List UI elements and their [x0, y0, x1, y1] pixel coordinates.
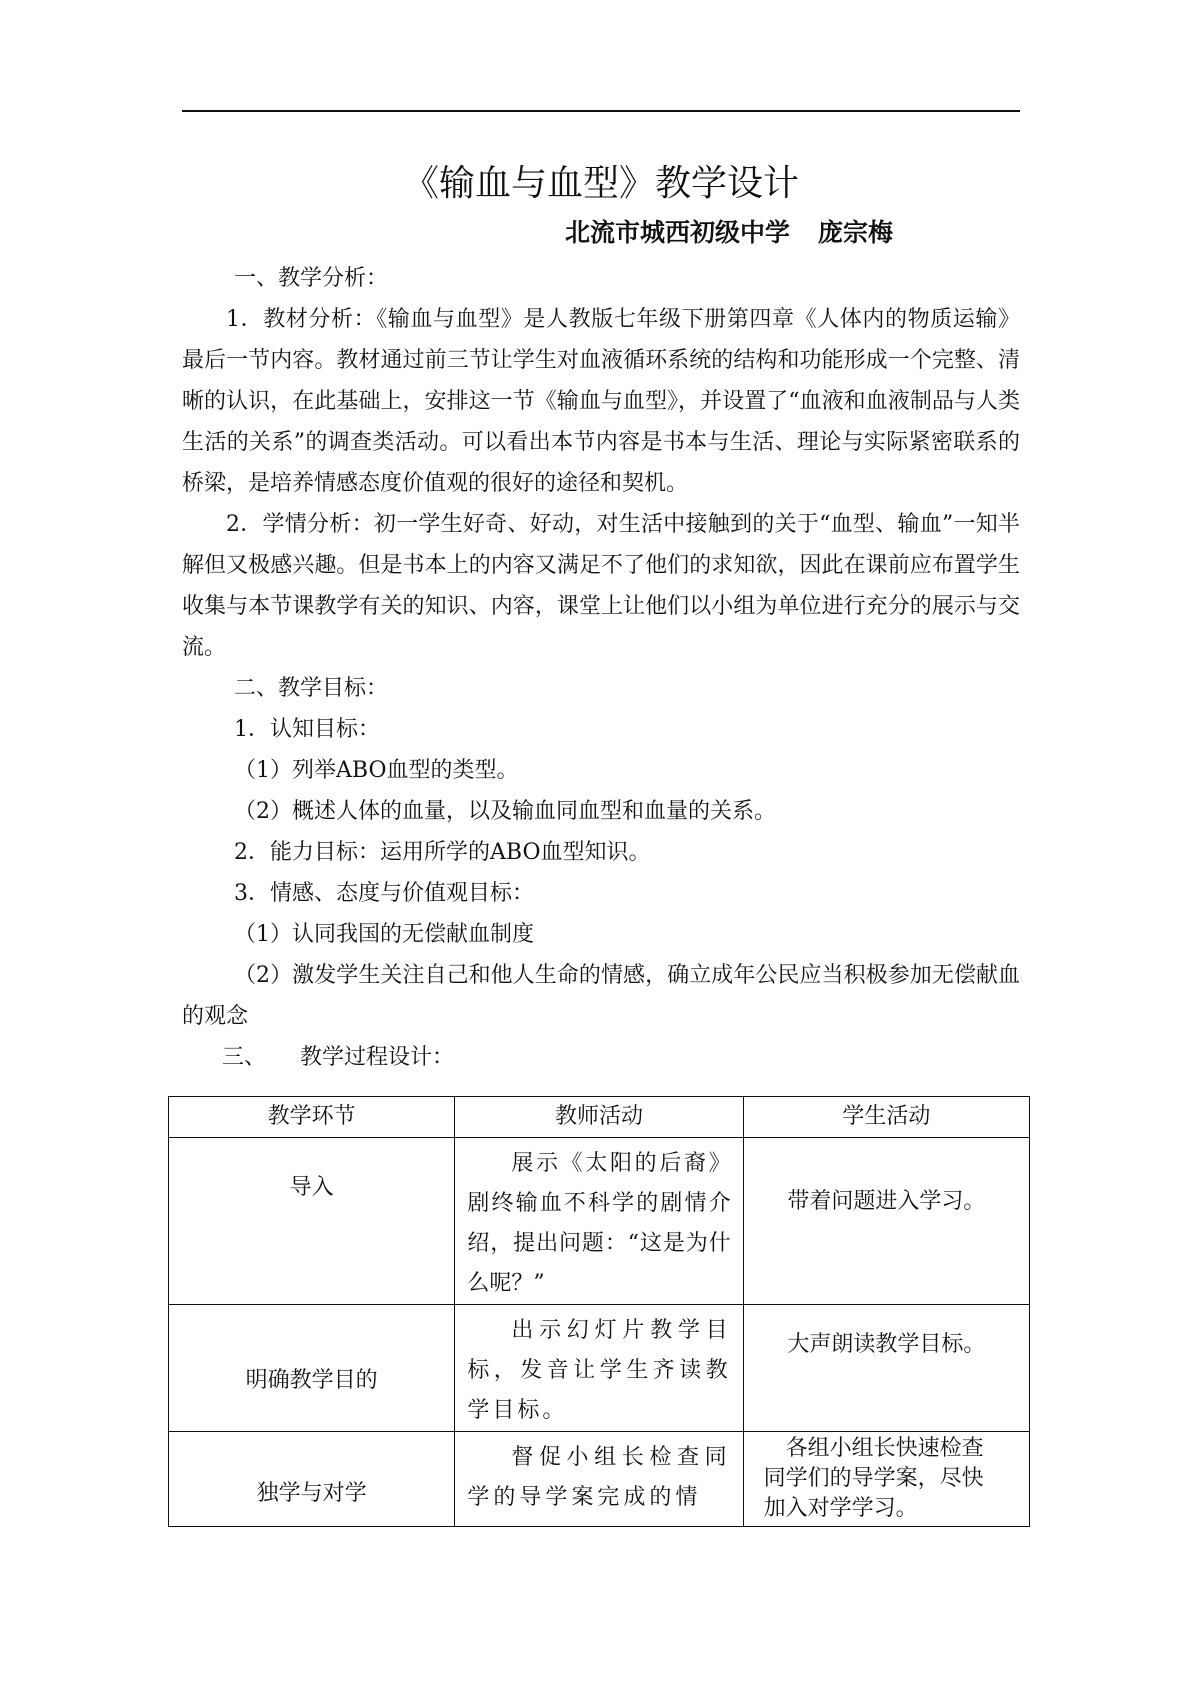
- table-row: [169, 1138, 1030, 1305]
- list-item: （2）概述人体的血量，以及输血同血型和血量的关系。: [234, 799, 776, 824]
- document-body: [182, 258, 1020, 1078]
- school-name: 北流市城西初级中学: [565, 218, 791, 247]
- table-header-row: [169, 1097, 1030, 1138]
- column-header: 学生活动: [743, 1097, 1029, 1138]
- list-item: 3．情感、态度与价值观目标：: [234, 881, 534, 906]
- header-rule: [182, 110, 1020, 112]
- teacher-activity-cell: 出示幻灯片教学目标，发音让学生齐读教学目标。: [455, 1305, 743, 1432]
- paragraph: 2．学情分析：初一学生好奇、好动，对生活中接触到的关于“血型、输血”一知半解但又极感兴趣。但是书本上的内容又满足不了他们的求知欲，因此在课前应布置学生收集与本节课教学有关的知识、内容，课堂上让他们以小组为单位进行充分的展示与交流。: [182, 512, 1020, 660]
- section-heading: [182, 1037, 1020, 1078]
- paragraph: 1．教材分析：《输血与血型》是人教版七年级下册第四章《人体内的物质运输》最后一节内容。教材通过前三节让学生对血液循环系统的结构和功能形成一个完整、清晰的认识，在此基础上，安排这一节《输血与血型》，并设置了“血液和血液制品与人类生活的关系”的调查类活动。可以看出本节内容是书本与生活、理论与实际紧密联系的桥梁，是培养情感态度价值观的很好的途径和契机。: [182, 307, 1020, 496]
- document-title: 《输血与血型》教学设计: [402, 163, 799, 204]
- section-title: 教学过程设计：: [300, 1045, 455, 1070]
- student-activity-cell: 各组小组长快速检查同学们的导学案，尽快加入对学学习。: [743, 1432, 1029, 1527]
- list-item: （2）激发学生关注自己和他人生命的情感，确立成年公民应当积极参加无偿献血的观念: [182, 963, 1020, 1029]
- table-row: [169, 1432, 1030, 1527]
- list-item: （1）列举ABO血型的类型。: [234, 758, 519, 783]
- student-activity-cell: 带着问题进入学习。: [743, 1138, 1029, 1305]
- author-name: 庞宗梅: [818, 218, 894, 247]
- list-item: （1）认同我国的无偿献血制度: [234, 922, 534, 947]
- list-item: 2．能力目标：运用所学的ABO血型知识。: [234, 840, 651, 865]
- section-heading: 二、教学目标：: [234, 676, 389, 701]
- stage-cell: 独学与对学: [169, 1432, 455, 1527]
- stage-cell: 明确教学目的: [169, 1305, 455, 1432]
- table-row: [169, 1305, 1030, 1432]
- column-header: 教学环节: [169, 1097, 455, 1138]
- byline: [565, 214, 893, 252]
- column-header: 教师活动: [455, 1097, 743, 1138]
- student-activity-cell: 大声朗读教学目标。: [743, 1305, 1029, 1432]
- teacher-activity-cell: 展示《太阳的后裔》剧终输血不科学的剧情介绍，提出问题：“这是为什么呢？”: [455, 1138, 743, 1305]
- section-number: 三、: [222, 1045, 267, 1070]
- stage-cell: 导入: [169, 1138, 455, 1305]
- process-table: [168, 1096, 1030, 1527]
- section-heading: 一、教学分析：: [234, 266, 389, 291]
- list-item: 1．认知目标：: [234, 717, 380, 742]
- teacher-activity-cell: 督促小组长检查同学的导学案完成的情: [455, 1432, 743, 1527]
